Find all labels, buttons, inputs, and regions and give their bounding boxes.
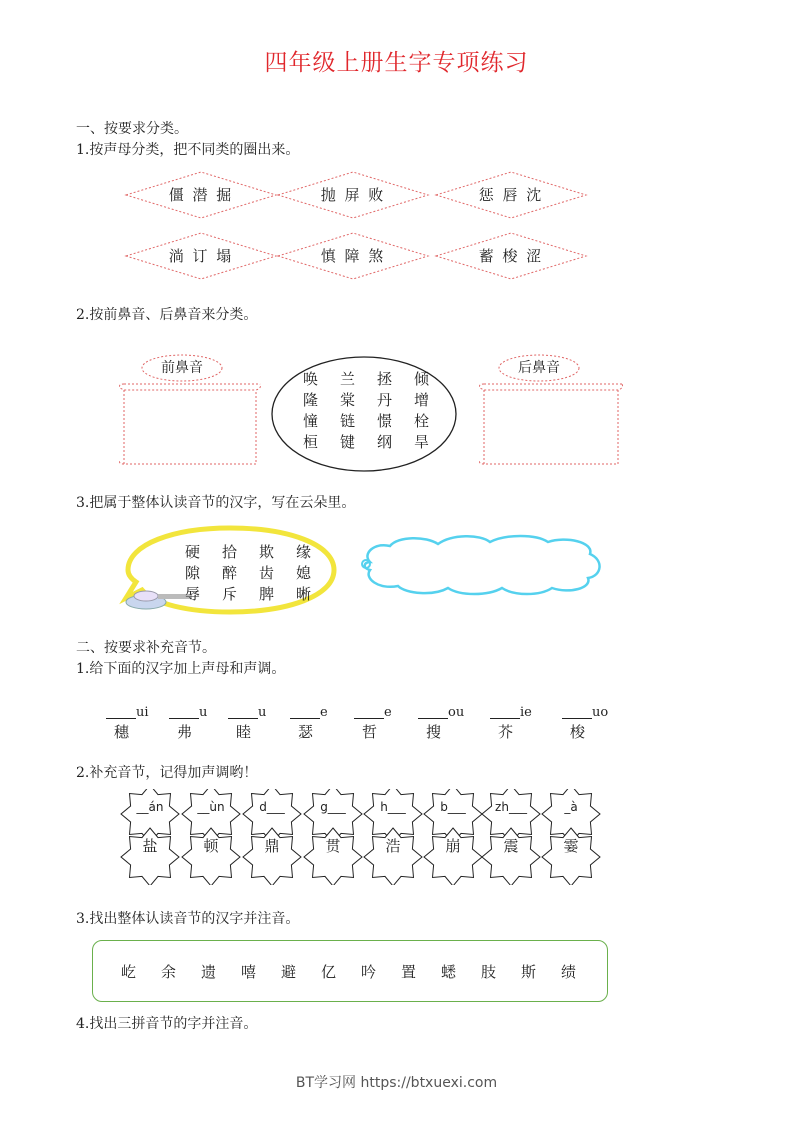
- hanzi: 肢: [481, 963, 497, 981]
- pinyin-blank-item: [560, 702, 616, 743]
- back-nasal-label: 后鼻音: [498, 354, 580, 382]
- char-group-diamond: [276, 231, 430, 281]
- char-group-diamond: [276, 170, 430, 220]
- answer-blank[interactable]: [169, 718, 199, 719]
- pinyin-blank[interactable]: zh___: [495, 800, 527, 814]
- hanzi: 盐: [142, 837, 158, 855]
- hanzi: 梭: [570, 723, 586, 741]
- answer-cloud: [356, 532, 608, 596]
- answer-blank[interactable]: [106, 718, 136, 719]
- hanzi: 避: [281, 963, 297, 981]
- char-group-text: 淌 订 塌: [168, 247, 234, 265]
- hanzi: 贯: [325, 837, 341, 855]
- q-number: 3.: [76, 911, 90, 927]
- pinyin-blank[interactable]: b___: [440, 800, 466, 814]
- section2-heading: 二、按要求补充音节。: [76, 640, 216, 656]
- hanzi: 鼎: [264, 837, 280, 855]
- hanzi: 崩: [445, 837, 461, 855]
- q-number: 1.: [76, 142, 90, 158]
- hanzi: 置: [401, 963, 417, 981]
- hanzi: 嘻: [241, 963, 257, 981]
- q-text: 给下面的汉字加上声母和声调。: [89, 661, 286, 677]
- hanzi: 芥: [498, 723, 514, 741]
- answer-blank[interactable]: [418, 718, 448, 719]
- q-number: 2.: [76, 765, 90, 781]
- q-number: 4.: [76, 1016, 90, 1032]
- syllable-star: [422, 789, 484, 885]
- char-group-text: 蓄 梭 涩: [478, 247, 544, 265]
- pinyin-blank[interactable]: _à: [564, 800, 578, 814]
- pinyin-final: u: [258, 705, 267, 720]
- hanzi: 顿: [203, 837, 219, 855]
- nasal-row: 憧 链 憬 栓: [302, 412, 429, 430]
- hanzi: 霎: [563, 837, 579, 855]
- hanzi: 弗: [177, 723, 193, 741]
- hanzi: 搜: [426, 723, 442, 741]
- hanzi: 瑟: [298, 723, 314, 741]
- answer-blank[interactable]: [490, 718, 520, 719]
- q-text: 补充音节，记得加声调哟！: [89, 765, 258, 781]
- pinyin-final: ou: [448, 705, 465, 720]
- section2-q1: [76, 660, 285, 678]
- answer-blank[interactable]: [354, 718, 384, 719]
- pinyin-blank-item: [352, 702, 408, 743]
- syllable-star: [362, 789, 424, 885]
- char-group-diamond: [434, 231, 588, 281]
- hanzi: 睦: [236, 723, 252, 741]
- q-text: 按声母分类，把不同类的圈出来。: [89, 142, 300, 158]
- char-group-text: 慎 障 煞: [320, 247, 386, 265]
- hanzi: 蟋: [441, 963, 457, 981]
- syllable-star: [241, 789, 303, 885]
- char-group-text: 僵 潜 掘: [168, 186, 234, 204]
- back-nasal-box: [476, 378, 626, 470]
- nasal-row: 隆 棠 丹 增: [302, 391, 429, 409]
- answer-blank[interactable]: [562, 718, 592, 719]
- char-group-text: 惩 唇 沈: [478, 186, 544, 204]
- whole-syllable-box: [92, 940, 608, 1002]
- pinyin-final: u: [199, 705, 208, 720]
- answer-blank[interactable]: [228, 718, 258, 719]
- section2-q2: [76, 764, 257, 782]
- pinyin-final: ui: [136, 705, 149, 720]
- char-group-text: 抛 屏 败: [320, 186, 386, 204]
- bubble-row: 隙 醉 齿 媳: [184, 564, 311, 582]
- section1-q1: [76, 141, 299, 159]
- nasal-chars: [292, 369, 440, 453]
- pinyin-blank[interactable]: __ùn: [197, 800, 225, 814]
- nasal-row: 桓 键 纲 旱: [302, 433, 429, 451]
- answer-blank[interactable]: [290, 718, 320, 719]
- pinyin-final: uo: [592, 705, 609, 720]
- syllable-star: [180, 789, 242, 885]
- pinyin-final: e: [384, 705, 392, 720]
- hanzi: 余: [161, 963, 177, 981]
- section2-q4: [76, 1015, 257, 1033]
- hanzi: 亿: [321, 963, 337, 981]
- hanzi: 穗: [114, 723, 130, 741]
- q-text: 找出三拼音节的字并注音。: [89, 1016, 258, 1032]
- section1-q2: [76, 306, 257, 324]
- section1-q3: [76, 494, 355, 512]
- pinyin-blank[interactable]: d___: [259, 800, 285, 814]
- pinyin-blank-item: [416, 702, 472, 743]
- bubble-row: 硬 拾 欺 缘: [184, 543, 311, 561]
- char-group-diamond: [434, 170, 588, 220]
- q-text: 找出整体认读音节的汉字并注音。: [89, 911, 300, 927]
- syllable-star: [119, 789, 181, 885]
- q-number: 1.: [76, 661, 90, 677]
- front-nasal-label: 前鼻音: [141, 354, 223, 382]
- syllable-star: [540, 789, 602, 885]
- char-group-diamond: [124, 231, 278, 281]
- q-text: 按前鼻音、后鼻音来分类。: [89, 307, 258, 323]
- pinyin-blank-item: [288, 702, 344, 743]
- pinyin-blank-item: [488, 702, 544, 743]
- hanzi: 绩: [561, 963, 577, 981]
- footer: BT学习网 https://btxuexi.com: [295, 1075, 498, 1091]
- pinyin-blank-item: [226, 702, 282, 743]
- pinyin-blank[interactable]: __án: [136, 800, 164, 814]
- pinyin-final: e: [320, 705, 328, 720]
- nasal-row: 唤 兰 拯 倾: [302, 370, 429, 388]
- pinyin-blank[interactable]: h___: [380, 800, 406, 814]
- char-group-diamond: [124, 170, 278, 220]
- section1-heading: 一、按要求分类。: [76, 121, 188, 137]
- section2-q3: [76, 910, 299, 928]
- hanzi: 斯: [521, 963, 537, 981]
- pinyin-blank-item: [167, 702, 223, 743]
- bubble-chars: [174, 542, 322, 605]
- pinyin-final: ie: [520, 705, 532, 720]
- hanzi: 屹: [121, 963, 137, 981]
- q-text: 把属于整体认读音节的汉字，写在云朵里。: [89, 495, 356, 511]
- pinyin-blank-item: [104, 702, 160, 743]
- hanzi: 吟: [361, 963, 377, 981]
- syllable-star: [480, 789, 542, 885]
- q-number: 3.: [76, 495, 90, 511]
- hanzi: 哲: [362, 723, 378, 741]
- q-number: 2.: [76, 307, 90, 323]
- pinyin-blank[interactable]: g___: [320, 800, 346, 814]
- syllable-star: [302, 789, 364, 885]
- bubble-row: 辱 斥 脾 晰: [184, 585, 311, 603]
- hanzi: 遗: [201, 963, 217, 981]
- hanzi: 震: [503, 837, 519, 855]
- front-nasal-box: [116, 378, 264, 470]
- page-title: 四年级上册生字专项练习: [264, 50, 529, 76]
- hanzi: 浩: [385, 837, 401, 855]
